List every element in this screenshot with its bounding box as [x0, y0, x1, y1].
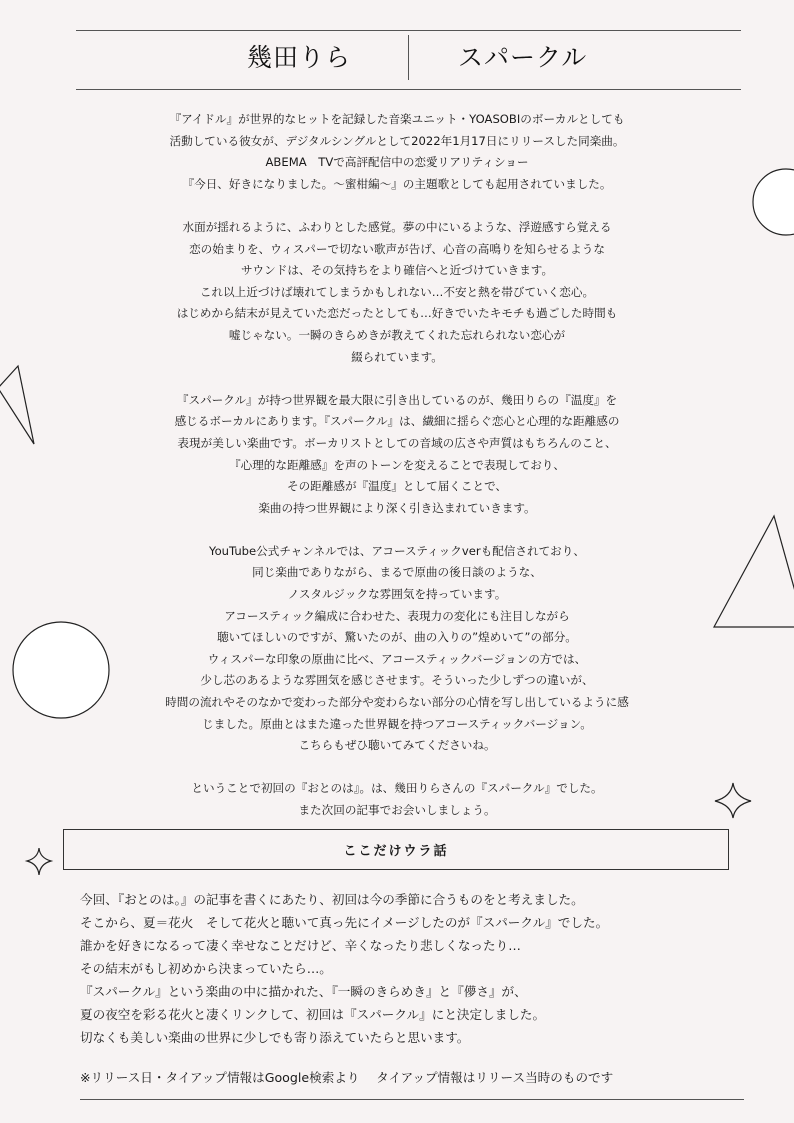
- footnote: ※リリース日・タイアップ情報はGoogle検索より タイアップ情報はリリース当時のものです: [80, 1070, 614, 1085]
- article-body: [80, 109, 714, 843]
- text-line: 『スパークル』が持つ世界観を最大限に引き出しているのが、幾田りらの『温度』を: [176, 392, 618, 407]
- header-top-rule: [76, 30, 741, 31]
- text-line: その結末がもし初めから決まっていたら…。: [80, 961, 332, 976]
- text-line: ウィスパーな印象の原曲に比べ、アコースティックバージョンの方では、: [207, 651, 587, 666]
- text-line: 誰かを好きになるって凄く幸せなことだけど、辛くなったり悲しくなったり…: [80, 938, 521, 953]
- text-line: 活動している彼女が、デジタルシングルとして2022年1月17日にリリースした同楽曲。: [169, 133, 625, 148]
- text-line: 表現が美しい楽曲です。ボーカリストとしての音域の広さや声質はもちろんのこと、: [177, 435, 617, 450]
- header-divider: [408, 35, 409, 80]
- paragraph-intro: [80, 109, 714, 195]
- text-line: 切なくも美しい楽曲の世界に少しでも寄り添えていたらと思います。: [80, 1030, 470, 1045]
- artist-name: 幾田りら: [247, 43, 352, 72]
- text-line: これ以上近づけば壊れてしまうかもしれない…不安と熱を帯びていく恋心。: [199, 284, 595, 299]
- triangle-decoration-right: [714, 516, 794, 627]
- text-line: 綴られています。: [351, 349, 443, 364]
- text-line: 『心理的な距離感』を声のトーンを変えることで表現しており、: [229, 457, 565, 472]
- sparkle-icon-right: [715, 783, 751, 818]
- text-line: 『スパークル』という楽曲の中に描かれた、『一瞬のきらめき』と『儚さ』が、: [80, 984, 527, 999]
- ura-body: [80, 888, 730, 1049]
- text-line: じました。原曲とはまた違った世界観を持つアコースティックバージョン。: [202, 716, 592, 731]
- footer-rule: [80, 1099, 744, 1100]
- ura-heading-box: [63, 829, 729, 870]
- paragraph-sound: [80, 217, 714, 368]
- paragraph-vocal: [80, 390, 714, 520]
- text-line: 嘘じゃない。一瞬のきらめきが教えてくれた忘れられない恋心が: [228, 327, 566, 342]
- paragraph-acoustic: [80, 541, 714, 757]
- text-line: 水面が揺れるように、ふわりとした感覚。夢の中にいるような、浮遊感すら覚える: [182, 219, 612, 234]
- text-line: 楽曲の持つ世界観により深く引き込まれていきます。: [258, 500, 536, 515]
- header-bottom-rule: [76, 89, 741, 90]
- text-line: ということで初回の『おとのは』。は、幾田りらさんの『スパークル』でした。: [191, 781, 603, 796]
- text-line: そこから、夏＝花火 そして花火と聴いて真っ先にイメージしたのが『スパークル』でした。: [80, 915, 609, 930]
- circle-decoration-right: [753, 169, 794, 235]
- song-title: スパークル: [458, 43, 588, 72]
- text-line: ABEMA TVで高評配信中の恋愛リアリティショー: [265, 155, 529, 170]
- text-line: 聴いてほしいのですが、驚いたのが、曲の入りの”煌めいて”の部分。: [217, 630, 577, 645]
- text-line: 少し芯のあるような雰囲気を感じさせます。そういった少しずつの違いが、: [200, 673, 594, 688]
- text-line: 感じるボーカルにあります。『スパークル』は、繊細に揺らぐ恋心と心理的な距離感の: [174, 414, 620, 429]
- text-line: アコースティック編成に合わせた、表現力の変化にも注目しながら: [224, 608, 570, 623]
- text-line: YouTube公式チャンネルでは、アコースティックverも配信されており、: [209, 543, 585, 558]
- text-line: その距離感が『温度』として届くことで、: [286, 479, 508, 494]
- ura-heading: ここだけウラ話: [343, 844, 449, 859]
- text-line: 今回、『おとのは。』の記事を書くにあたり、初回は今の季節に合うものをと考えました。: [80, 892, 584, 907]
- text-line: サウンドは、その気持ちをより確信へと近づけていきます。: [240, 263, 554, 278]
- text-line: 時間の流れやそのなかで変わった部分や変わらない部分の心情を写し出しているように感: [165, 695, 629, 710]
- text-line: はじめから結末が見えていた恋だったとしても…好きでいたキモチも過ごした時間も: [176, 306, 618, 321]
- triangle-decoration-left: [0, 366, 34, 444]
- sparkle-icon-left: [27, 848, 51, 875]
- text-line: こちらもぜひ聴いてみてくださいね。: [298, 738, 496, 753]
- text-line: 同じ楽曲でありながら、まるで原曲の後日談のような、: [252, 565, 542, 580]
- text-line: 『今日、好きになりました。〜蜜柑編〜』の主題歌としても起用されていました。: [182, 176, 612, 191]
- text-line: 『アイドル』が世界的なヒットを記録した音楽ユニット・YOASOBIのボーカルとしても: [169, 112, 625, 126]
- text-line: 夏の夜空を彩る花火と凄くリンクして、初回は『スパークル』にと決定しました。: [80, 1007, 546, 1022]
- text-line: また次回の記事でお会いしましょう。: [298, 803, 496, 817]
- text-line: 恋の始まりを、ウィスパーで切ない歌声が告げ、心音の高鳴りを知らせるような: [189, 241, 605, 256]
- paragraph-closing: [80, 778, 714, 821]
- text-line: ノスタルジックな雰囲気を持っています。: [287, 587, 507, 602]
